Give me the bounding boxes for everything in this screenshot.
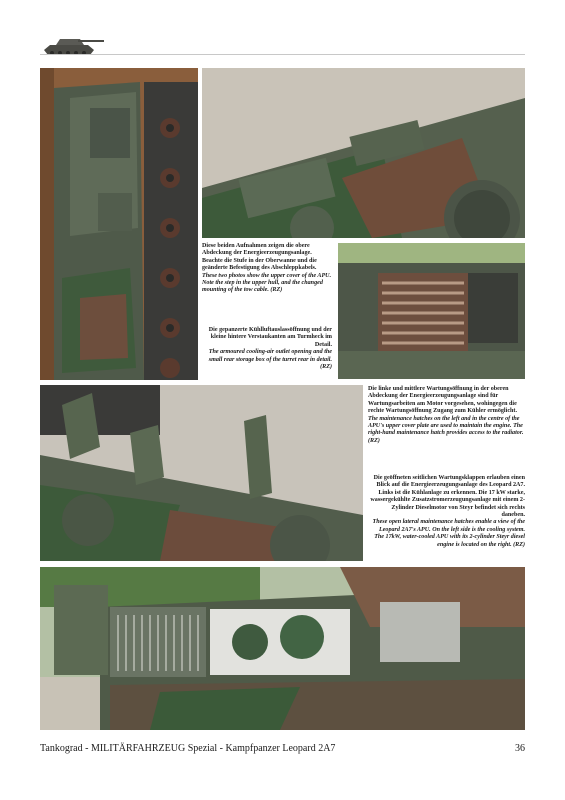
photo-upper-cover (202, 68, 525, 238)
header-rule (40, 54, 525, 55)
caption-upper-cover (202, 243, 332, 295)
caption-maintenance-hatches-de: Die linke und mittlere Wartungsöffnung in der oberen Abdeckung der Energieerzeugungsanlage sind für Wartungsarbeiten am Motor vorgesehen, wohingegen die rechte Wartungsöffnung Zugang zum Kühler ermöglicht. (368, 386, 517, 415)
footer-title: Tankograd - MILITÄRFAHRZEUG Spezial - Kampfpanzer Leopard 2A7 (40, 743, 336, 754)
photo-hull-side (40, 68, 198, 380)
caption-lateral-hatches (368, 475, 525, 549)
caption-cooling-outlet-de: Die gepanzerte Kühlluftauslassöffnung und der kleine hintere Verstaukanten am Turmheck im Detail. (208, 327, 332, 348)
caption-lateral-hatches-de: Die geöffneten seitlichen Wartungsklappen erlauben einen Blick auf die Energieerzeugungsanlage des Leopard 2A7. Links ist die Kühlanlage zu erkennen. Die 17 kW starke, wassergekühlte Zusatzstromerzeugungsanlage mit einem 2-Zylinder Dieselmotor von Steyr befindet sich rechts daneben. (370, 475, 525, 519)
caption-upper-cover-en: These two photos show the upper cover of the APU. Note the step in the upper hull, and the changed mounting of the tow cable. (RZ) (202, 272, 332, 294)
photo-maintenance-hatches (40, 385, 363, 561)
page-number: 36 (515, 743, 525, 754)
caption-lateral-hatches-en: These open lateral maintenance hatches enable a view of the Leopard 2A7's APU. On the left side is the cooling system. The 17kW, water-cooled APU with its 2-cylinder Steyr diesel engine is located on the right. (RZ) (372, 519, 525, 548)
photo-cooling-outlet (338, 243, 525, 379)
caption-cooling-outlet-en: The armoured cooling-air outlet opening and the small rear storage box of the turret rear in detail. (RZ) (208, 349, 332, 371)
caption-upper-cover-de: Diese beiden Aufnahmen zeigen die obere Abdeckung der Energieerzeugungsanlage. Beachte die Stufe in der Oberwanne und die geänderte Befestigung des Abschleppkabels. (202, 243, 317, 272)
photo-lateral-apu (40, 567, 525, 730)
caption-maintenance-hatches-en: The maintenance hatches on the left and in the centre of the APU's upper cover plate are used to maintain the engine. The right-hand maintenance hatch provides access to the radiator. (RZ) (368, 415, 524, 444)
caption-cooling-outlet (202, 327, 332, 371)
caption-maintenance-hatches (368, 386, 525, 445)
